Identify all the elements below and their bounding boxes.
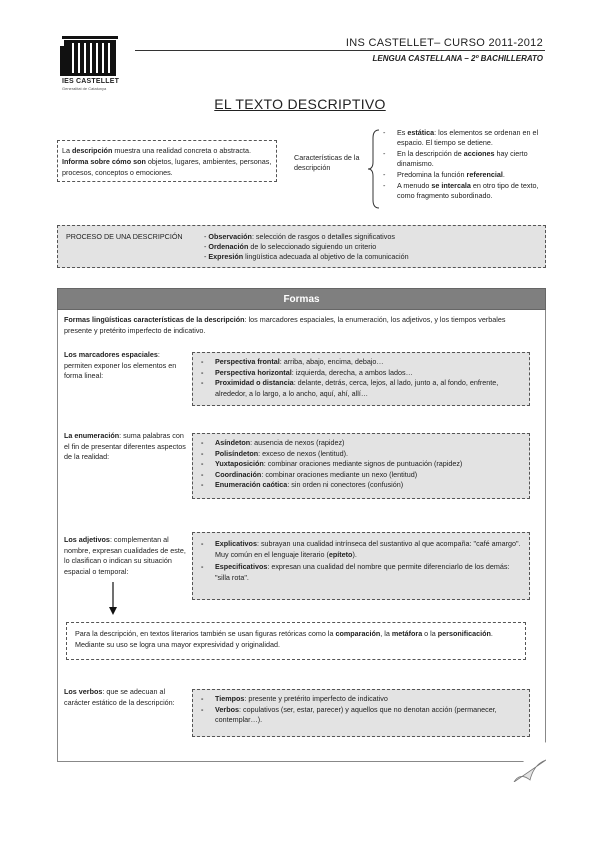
list-item: - A menudo se intercala en otro tipo de texto, como fragmento subordinado. — [383, 181, 548, 201]
list-item: - Especificativos: expresan una cualidad del nombre que permite diferenciarlo de los demás: "silla rota". — [201, 562, 521, 583]
list-item: - Proximidad o distancia: delante, detrás, cerca, lejos, al lado, junto a, al fondo, enfrente, alrededor, a lo largo, a lo ancho, aquí, ahí, allí… — [201, 378, 521, 399]
characteristics-label: Características de la descripción — [294, 153, 360, 172]
verbs-box — [192, 689, 530, 737]
list-item: - Yuxtaposición: combinar oraciones mediante signos de puntuación (rapidez) — [201, 459, 521, 470]
page-title: EL TEXTO DESCRIPTIVO — [214, 96, 386, 112]
header-school: INS CASTELLET– CURSO 2011-2012 — [345, 37, 543, 49]
page-curl-icon — [500, 742, 546, 782]
header-rule — [135, 50, 545, 51]
process-list — [204, 232, 409, 262]
characteristics-list — [383, 128, 548, 202]
process-box — [57, 225, 546, 268]
list-item: - Perspectiva frontal: arriba, abajo, encima, debajo… — [201, 357, 521, 368]
list-item: - Tiempos: presente y pretérito imperfecto de indicativo — [201, 694, 521, 705]
brace-icon — [367, 128, 381, 210]
list-item: - Es estática: los elementos se ordenan en el espacio. El tiempo se detiene. — [383, 128, 548, 148]
list-item: - Polisíndeton: exceso de nexos (lentitud). — [201, 449, 521, 460]
figures-box: Para la descripción, en textos literarios también se usan figuras retóricas como la comparación, la metáfora o la personificación. Mediante su uso se logra una mayor expresividad y originalidad. — [66, 622, 526, 660]
arrow-down-icon — [108, 582, 118, 616]
logo-subtitle: Generalitat de Catalunya — [62, 86, 107, 91]
list-item: - Asíndeton: ausencia de nexos (rapidez) — [201, 438, 521, 449]
list-item: - Predomina la función referencial. — [383, 170, 548, 180]
list-item: - Perspectiva horizontal: izquierda, derecha, a ambos lados… — [201, 368, 521, 379]
formas-heading: Formas — [57, 288, 546, 310]
logo-name: IES CASTELLET — [62, 78, 120, 85]
verbs-label: Los verbos: que se adecuan al carácter estático de la descripción: — [64, 687, 175, 707]
adjectives-box — [192, 532, 530, 600]
enumeration-label: La enumeración: suma palabras con el fin de presentar diferentes aspectos de la realidad: — [64, 431, 186, 461]
list-item: - Verbos: copulativos (ser, estar, parecer) y aquellos que no denotan acción (permanecer, contemplar…). — [201, 705, 521, 726]
list-item: - Explicativos: subrayan una cualidad intrínseca del sustantivo al que acompaña: "café amargo". Muy común en el lenguaje literario (epíteto). — [201, 539, 521, 560]
definition-box: La descripción muestra una realidad concreta o abstracta. Informa sobre cómo son objetos, lugares, ambientes, personas, procesos, conceptos o emociones. — [57, 140, 277, 182]
markers-label: Los marcadores espaciales: permiten exponer los elementos en forma lineal: — [64, 350, 177, 380]
list-item: - Observación: selección de rasgos o detalles significativos — [204, 232, 395, 241]
markers-box — [192, 352, 530, 406]
list-item: - Expresión lingüística adecuada al objetivo de la comunicación — [204, 252, 409, 261]
process-label: PROCESO DE UNA DESCRIPCIÓN — [66, 232, 183, 241]
list-item: - En la descripción de acciones hay cierto dinamismo. — [383, 149, 548, 169]
list-item: - Coordinación: combinar oraciones mediante un nexo (lentitud) — [201, 470, 521, 481]
enumeration-box — [192, 433, 530, 499]
header-course: LENGUA CASTELLANA – 2º BACHILLERATO — [372, 54, 543, 63]
adjectives-label: Los adjetivos: complementan al nombre, expresan cualidades de este, lo clasifican o indican su situación espacial o temporal: — [64, 535, 186, 576]
list-item: - Ordenación de lo seleccionado siguiendo un criterio — [204, 242, 377, 251]
formas-intro: Formas lingüísticas características de la descripción: los marcadores espaciales, la enumeración, los adjetivos, y los tiempos verbales presente y pretérito imperfecto de indicativo. — [64, 315, 506, 335]
list-item: - Enumeración caótica: sin orden ni conectores (confusión) — [201, 480, 521, 491]
